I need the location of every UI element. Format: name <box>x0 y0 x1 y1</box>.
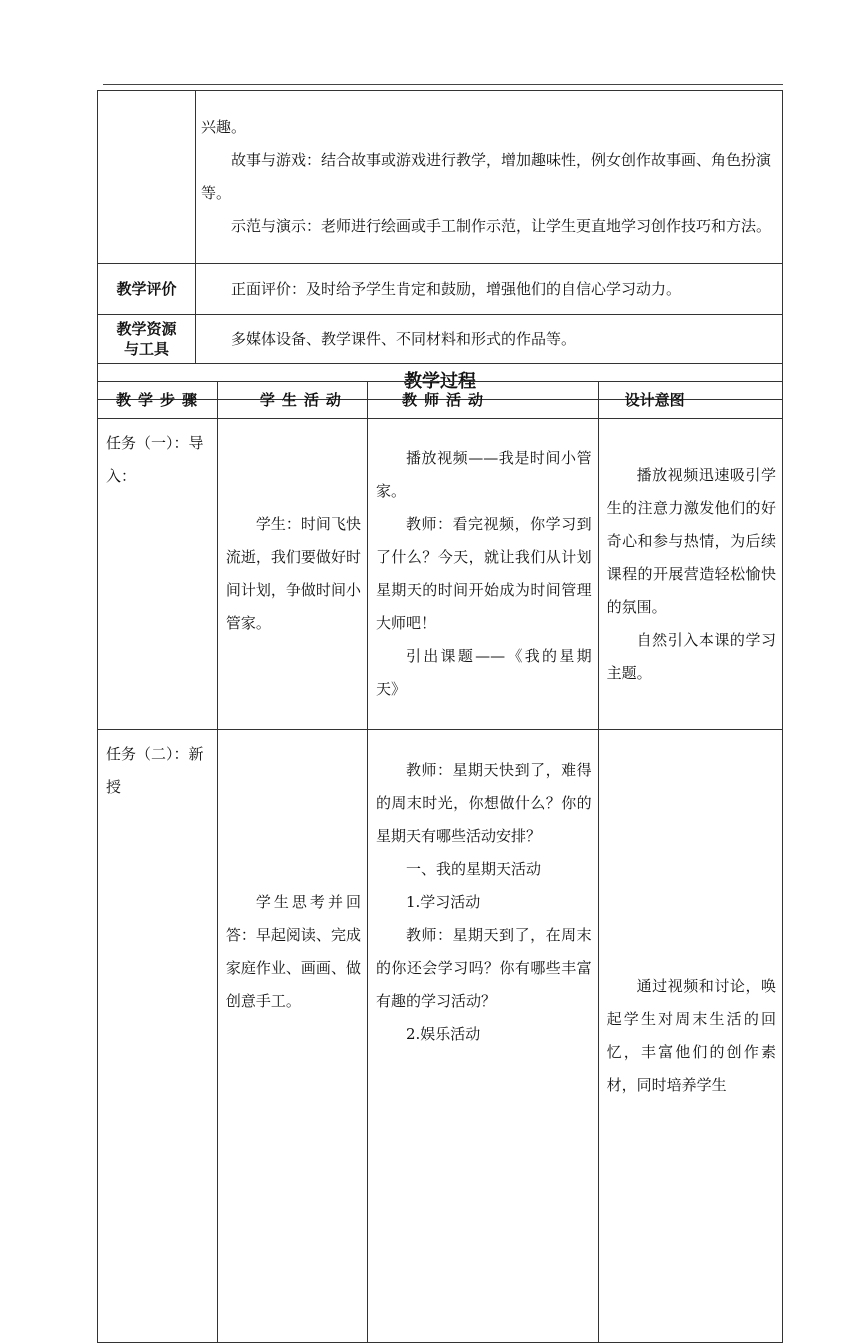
design-intent-cell <box>598 730 782 1343</box>
teacher-activity-text: 2.娱乐活动 <box>405 1025 481 1043</box>
evaluation-text: 正面评价：及时给予学生肯定和鼓励，增强他们的自信心学习动力。 <box>231 279 682 298</box>
methods-content-cell <box>196 91 783 264</box>
resources-text: 多媒体设备、教学课件、不同材料和形式的作品等。 <box>231 329 577 348</box>
lesson-info-table <box>97 90 783 400</box>
design-intent-text: 自然引入本课的学习主题。 <box>606 630 776 682</box>
resources-row <box>98 315 783 364</box>
design-intent-text: 播放视频迅速吸引学生的注意力激发他们的好奇心和参与热情，为后续课程的开展营造轻松愉快的氛围。 <box>606 465 776 616</box>
teacher-activity-text: 教师：看完视频，你学习到了什么？今天，就让我们从计划星期天的时间开始成为时间管理大师吧！ <box>375 515 592 632</box>
methods-paragraph: 示范与演示：老师进行绘画或手工制作示范，让学生更直地学习创作技巧和方法。 <box>231 217 772 235</box>
header-teacher-activity: 教师活动 <box>367 382 598 419</box>
evaluation-content-cell <box>196 264 783 315</box>
resources-label-line: 教学资源 <box>116 320 177 338</box>
design-intent-cell <box>598 419 782 730</box>
student-activity-text: 学生：时间飞快流逝，我们要做好时间计划，争做时间小管家。 <box>225 515 361 632</box>
teacher-activity-text: 教师：星期天快到了，难得的周末时光，你想做什么？你的星期天有哪些活动安排？ <box>375 761 592 845</box>
header-rule <box>103 84 783 85</box>
teacher-activity-text: 播放视频——我是时间小管家。 <box>375 449 592 500</box>
table-row <box>98 730 783 1343</box>
resources-label-line: 与工具 <box>123 340 169 358</box>
table-row <box>98 419 783 730</box>
methods-paragraph: 故事与游戏：结合故事或游戏进行教学，增加趣味性，例女创作故事画、角色扮演等。 <box>201 151 772 202</box>
step-cell: 任务（二）：新授 <box>98 730 218 1343</box>
header-student-activity: 学生活动 <box>217 382 367 419</box>
student-activity-text: 学生思考并回答：早起阅读、完成家庭作业、画画、做创意手工。 <box>225 893 361 1010</box>
process-title: 教学过程 <box>98 364 783 400</box>
methods-label-cell <box>98 91 196 264</box>
methods-line: 兴趣。 <box>201 118 247 136</box>
evaluation-row <box>98 264 783 315</box>
teacher-activity-text: 引出课题——《我的星期天》 <box>375 647 592 698</box>
header-steps: 教学步骤 <box>98 382 218 419</box>
teacher-activity-cell <box>367 419 598 730</box>
teacher-activity-text: 一、我的星期天活动 <box>405 860 541 878</box>
teaching-process-table <box>97 381 783 1343</box>
teacher-activity-text: 教师：星期天到了，在周末的你还会学习吗？你有哪些丰富有趣的学习活动？ <box>375 926 592 1010</box>
header-design-intent: 设计意图 <box>598 382 782 419</box>
process-header-row <box>98 382 783 419</box>
step-cell: 任务（一）：导入： <box>98 419 218 730</box>
teacher-activity-text: 1.学习活动 <box>405 893 481 911</box>
student-activity-cell <box>217 730 367 1343</box>
student-activity-cell <box>217 419 367 730</box>
evaluation-label: 教学评价 <box>98 264 196 315</box>
teacher-activity-cell <box>367 730 598 1343</box>
resources-label <box>98 315 196 364</box>
resources-content-cell <box>196 315 783 364</box>
design-intent-text: 通过视频和讨论，唤起学生对周末生活的回忆，丰富他们的创作素材，同时培养学生 <box>606 977 776 1094</box>
methods-row <box>98 91 783 264</box>
